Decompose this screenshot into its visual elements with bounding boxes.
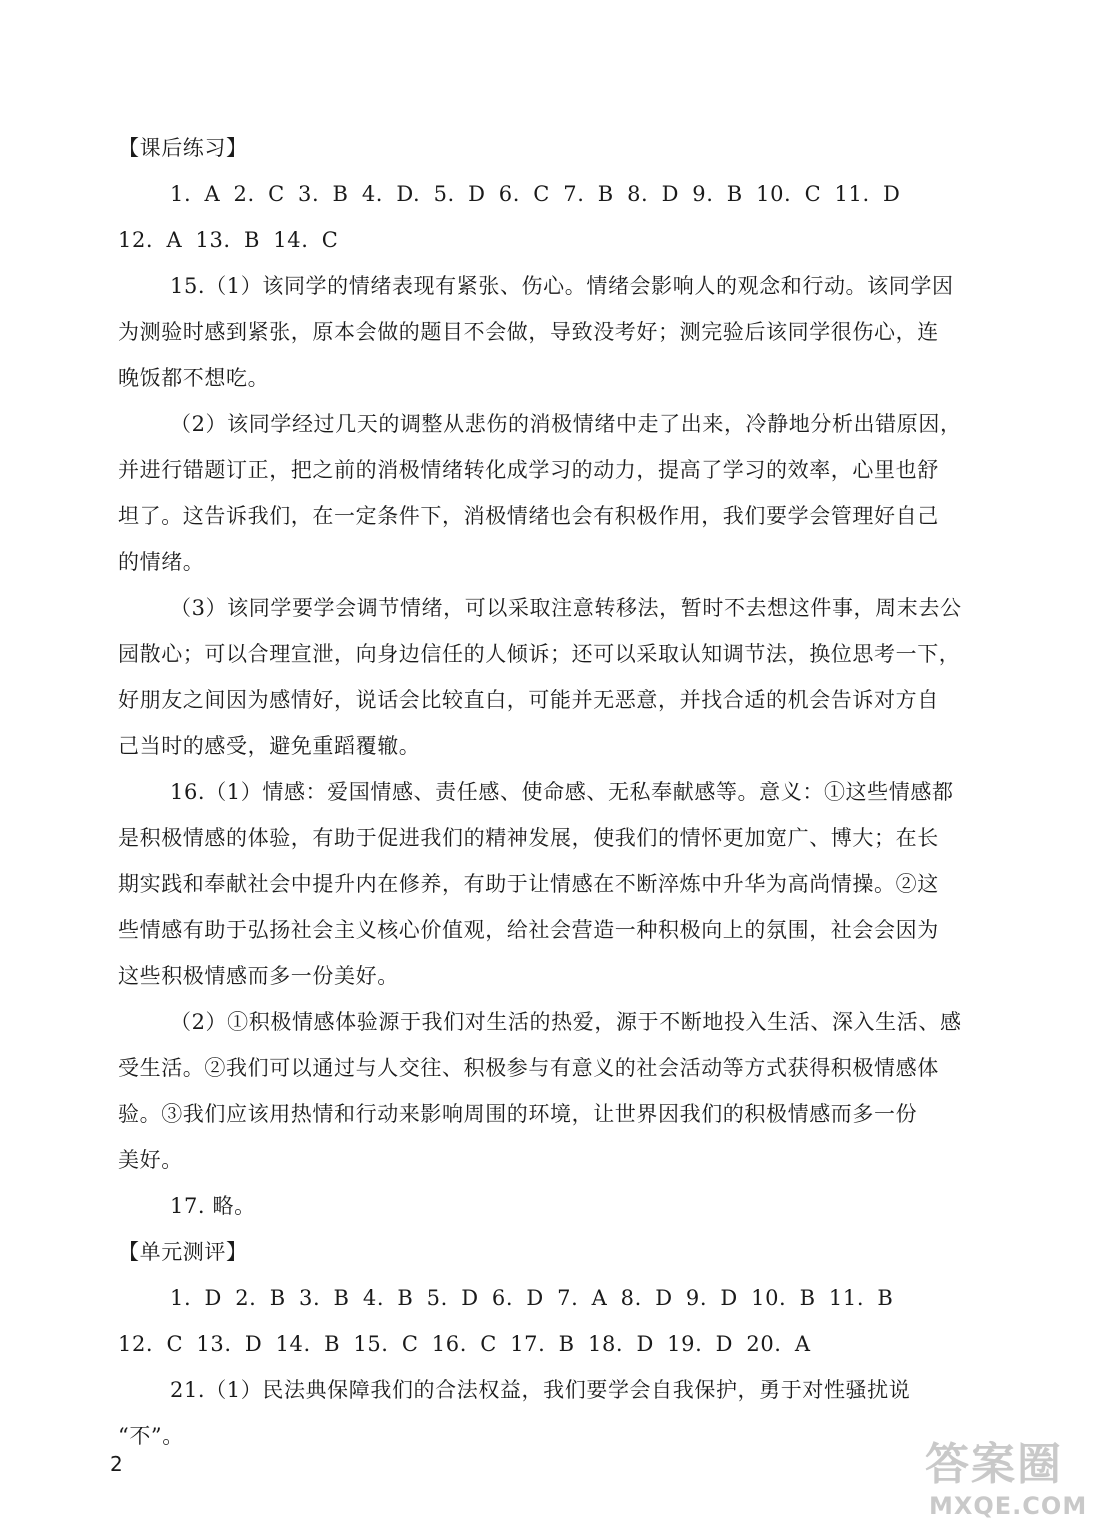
answer-line: 12. A 13. B 14. C — [118, 228, 339, 252]
section-heading-after-class-practice: 【课后练习】 — [118, 136, 248, 160]
paragraph-line: （3）该同学要学会调节情绪，可以采取注意转移法，暂时不去想这件事，周末去公 — [170, 596, 962, 620]
paragraph-line: 并进行错题订正，把之前的消极情绪转化成学习的动力，提高了学习的效率，心里也舒 — [118, 458, 939, 482]
paragraph-line: （2）①积极情感体验源于我们对生活的热爱，源于不断地投入生活、深入生活、感 — [170, 1010, 962, 1034]
paragraph-line: 园散心；可以合理宣泄，向身边信任的人倾诉；还可以采取认知调节法，换位思考一下， — [118, 642, 961, 666]
paragraph-line: “不”。 — [118, 1424, 184, 1448]
answer-line: 1. A 2. C 3. B 4. D. 5. D 6. C 7. B 8. D 9. B 10. C 11. D — [170, 182, 901, 206]
page-number: 2 — [110, 1452, 123, 1476]
watermark-logo — [925, 1440, 1100, 1526]
paragraph-line: 21.（1）民法典保障我们的合法权益，我们要学会自我保护，勇于对性骚扰说 — [170, 1378, 911, 1402]
paragraph-line: 坦了。这告诉我们，在一定条件下，消极情绪也会有积极作用，我们要学会管理好自己 — [118, 504, 939, 528]
paragraph-line: 受生活。②我们可以通过与人交往、积极参与有意义的社会活动等方式获得积极情感体 — [118, 1056, 939, 1080]
paragraph-line: 美好。 — [118, 1148, 183, 1172]
answer-line: 12. C 13. D 14. B 15. C 16. C 17. B 18. D 19. D 20. A — [118, 1332, 811, 1356]
paragraph-line: （2）该同学经过几天的调整从悲伤的消极情绪中走了出来，冷静地分析出错原因， — [170, 412, 962, 436]
paragraph-line: 验。③我们应该用热情和行动来影响周围的环境，让世界因我们的积极情感而多一份 — [118, 1102, 918, 1126]
paragraph-line: 这些积极情感而多一份美好。 — [118, 964, 399, 988]
paragraph-line: 期实践和奉献社会中提升内在修养，有助于让情感在不断淬炼中升华为高尚情操。②这 — [118, 872, 939, 896]
paragraph-line: 己当时的感受，避免重蹈覆辙。 — [118, 734, 421, 758]
paragraph-line: 17. 略。 — [170, 1194, 256, 1218]
paragraph-line: 是积极情感的体验，有助于促进我们的精神发展，使我们的情怀更加宽广、博大；在长 — [118, 826, 939, 850]
paragraph-line: 为测验时感到紧张，原本会做的题目不会做，导致没考好；测完验后该同学很伤心，连 — [118, 320, 939, 344]
paragraph-line: 15.（1）该同学的情绪表现有紧张、伤心。情绪会影响人的观念和行动。该同学因 — [170, 274, 954, 298]
paragraph-line: 的情绪。 — [118, 550, 205, 574]
section-heading-unit-assessment: 【单元测评】 — [118, 1240, 248, 1264]
paragraph-line: 好朋友之间因为感情好，说话会比较直白，可能并无恶意，并找合适的机会告诉对方自 — [118, 688, 939, 712]
answer-line: 1. D 2. B 3. B 4. B 5. D 6. D 7. A 8. D 9. D 10. B 11. B — [170, 1286, 894, 1310]
watermark-text: 答案圈 — [925, 1439, 1063, 1490]
watermark-url: MXQE.COM — [929, 1492, 1088, 1520]
paragraph-line: 晚饭都不想吃。 — [118, 366, 270, 390]
paragraph-line: 些情感有助于弘扬社会主义核心价值观，给社会营造一种积极向上的氛围，社会会因为 — [118, 918, 939, 942]
paragraph-line: 16.（1）情感：爱国情感、责任感、使命感、无私奉献感等。意义：①这些情感都 — [170, 780, 954, 804]
